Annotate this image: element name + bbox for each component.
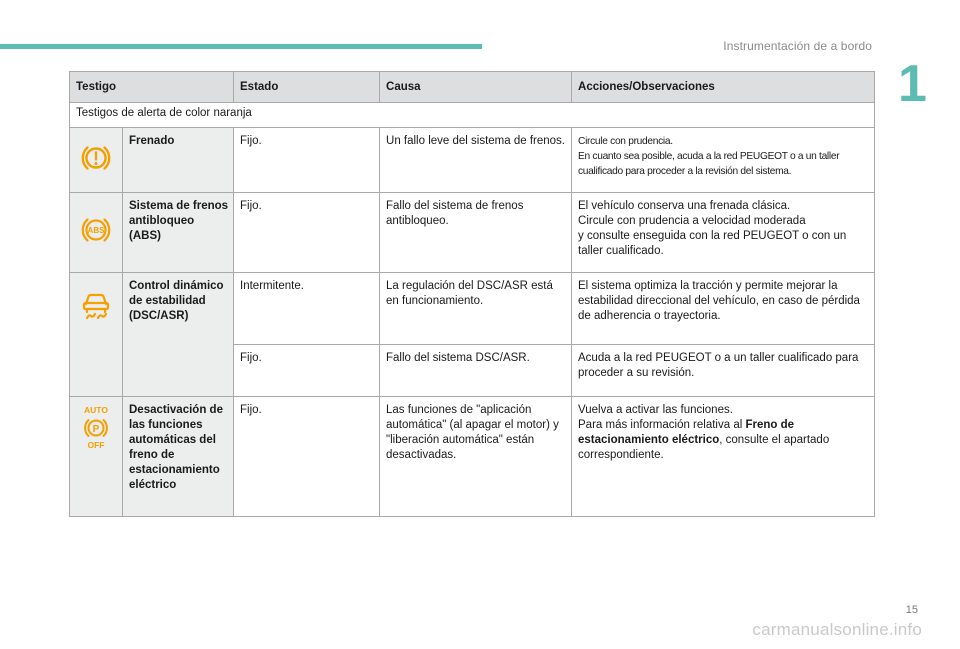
page-number: 15	[905, 604, 918, 616]
table-row	[70, 397, 875, 517]
estado-value: Intermitente.	[234, 273, 380, 345]
estado-value: Fijo.	[234, 397, 380, 517]
acciones-line: y consulte enseguida con la red PEUGEOT o con un taller cualificado.	[578, 230, 847, 257]
causa-value: Fallo del sistema DSC/ASR.	[380, 345, 572, 397]
section-title: Instrumentación de a bordo	[723, 39, 872, 53]
column-header-causa: Causa	[380, 72, 572, 103]
auto-icon-text: AUTO	[84, 405, 108, 415]
off-icon-text: OFF	[87, 440, 105, 450]
causa-value: Las funciones de "aplicación automática" (al apagar el motor) y "liberación automática" están desactivadas.	[380, 397, 572, 517]
parking-p-icon-text: P	[92, 424, 100, 435]
acciones-value: Acuda a la red PEUGEOT o a un taller cualificado para proceder a su revisión.	[572, 345, 875, 397]
icon-cell	[70, 273, 123, 397]
icon-cell	[70, 397, 123, 517]
causa-value: Fallo del sistema de frenos antibloqueo.	[380, 193, 572, 273]
table-row	[70, 273, 875, 345]
watermark: carmanualsonline.info	[752, 620, 922, 639]
acciones-text: Para más información relativa al	[578, 419, 746, 431]
header-accent-bar	[0, 44, 482, 49]
group-title: Testigos de alerta de color naranja	[70, 103, 875, 128]
table-row	[70, 128, 875, 193]
testigo-name: Control dinámico de estabilidad (DSC/ASR)	[123, 273, 234, 397]
acciones-text: , consulte el apartado correspondiente.	[578, 434, 830, 461]
warning-lights-table	[69, 71, 875, 517]
table-header-row	[70, 72, 875, 103]
auto-parking-brake-off-icon	[79, 405, 113, 451]
table-group-row	[70, 103, 875, 128]
causa-value: Un fallo leve del sistema de frenos.	[380, 128, 572, 193]
brake-warning-icon	[79, 141, 113, 175]
acciones-bold-text: Freno de estacionamiento eléctrico	[578, 419, 795, 446]
acciones-value: El sistema optimiza la tracción y permite mejorar la estabilidad direccional del vehículo, en caso de pérdida de adherencia o trayectoria.	[572, 273, 875, 345]
acciones-line	[578, 418, 868, 463]
abs-icon-text: ABS	[87, 226, 105, 235]
column-header-estado: Estado	[234, 72, 380, 103]
acciones-line: En cuanto sea posible, acuda a la red PEUGEOT o a un taller cualificado para proceder a la revisión del sistema.	[578, 151, 840, 177]
estado-value: Fijo.	[234, 345, 380, 397]
testigo-name: Sistema de frenos antibloqueo (ABS)	[123, 193, 234, 273]
acciones-line: Circule con prudencia.	[578, 136, 673, 147]
column-header-testigo: Testigo	[70, 72, 234, 103]
acciones-value	[572, 128, 875, 193]
estado-value: Fijo.	[234, 193, 380, 273]
acciones-value	[572, 397, 875, 517]
acciones-line: Circule con prudencia a velocidad moderada	[578, 215, 806, 227]
acciones-value	[572, 193, 875, 273]
testigo-name: Desactivación de las funciones automáticas del freno de estacionamiento eléctrico	[123, 397, 234, 517]
column-header-acciones: Acciones/Observaciones	[572, 72, 875, 103]
icon-cell	[70, 128, 123, 193]
icon-cell	[70, 193, 123, 273]
estado-value: Fijo.	[234, 128, 380, 193]
abs-warning-icon	[79, 213, 113, 247]
acciones-line: El vehículo conserva una frenada clásica.	[578, 200, 791, 212]
chapter-number: 1	[898, 55, 927, 113]
table-row	[70, 193, 875, 273]
causa-value: La regulación del DSC/ASR está en funcionamiento.	[380, 273, 572, 345]
acciones-line: Vuelva a activar las funciones.	[578, 404, 733, 416]
testigo-name: Frenado	[123, 128, 234, 193]
dsc-asr-icon	[79, 287, 113, 321]
